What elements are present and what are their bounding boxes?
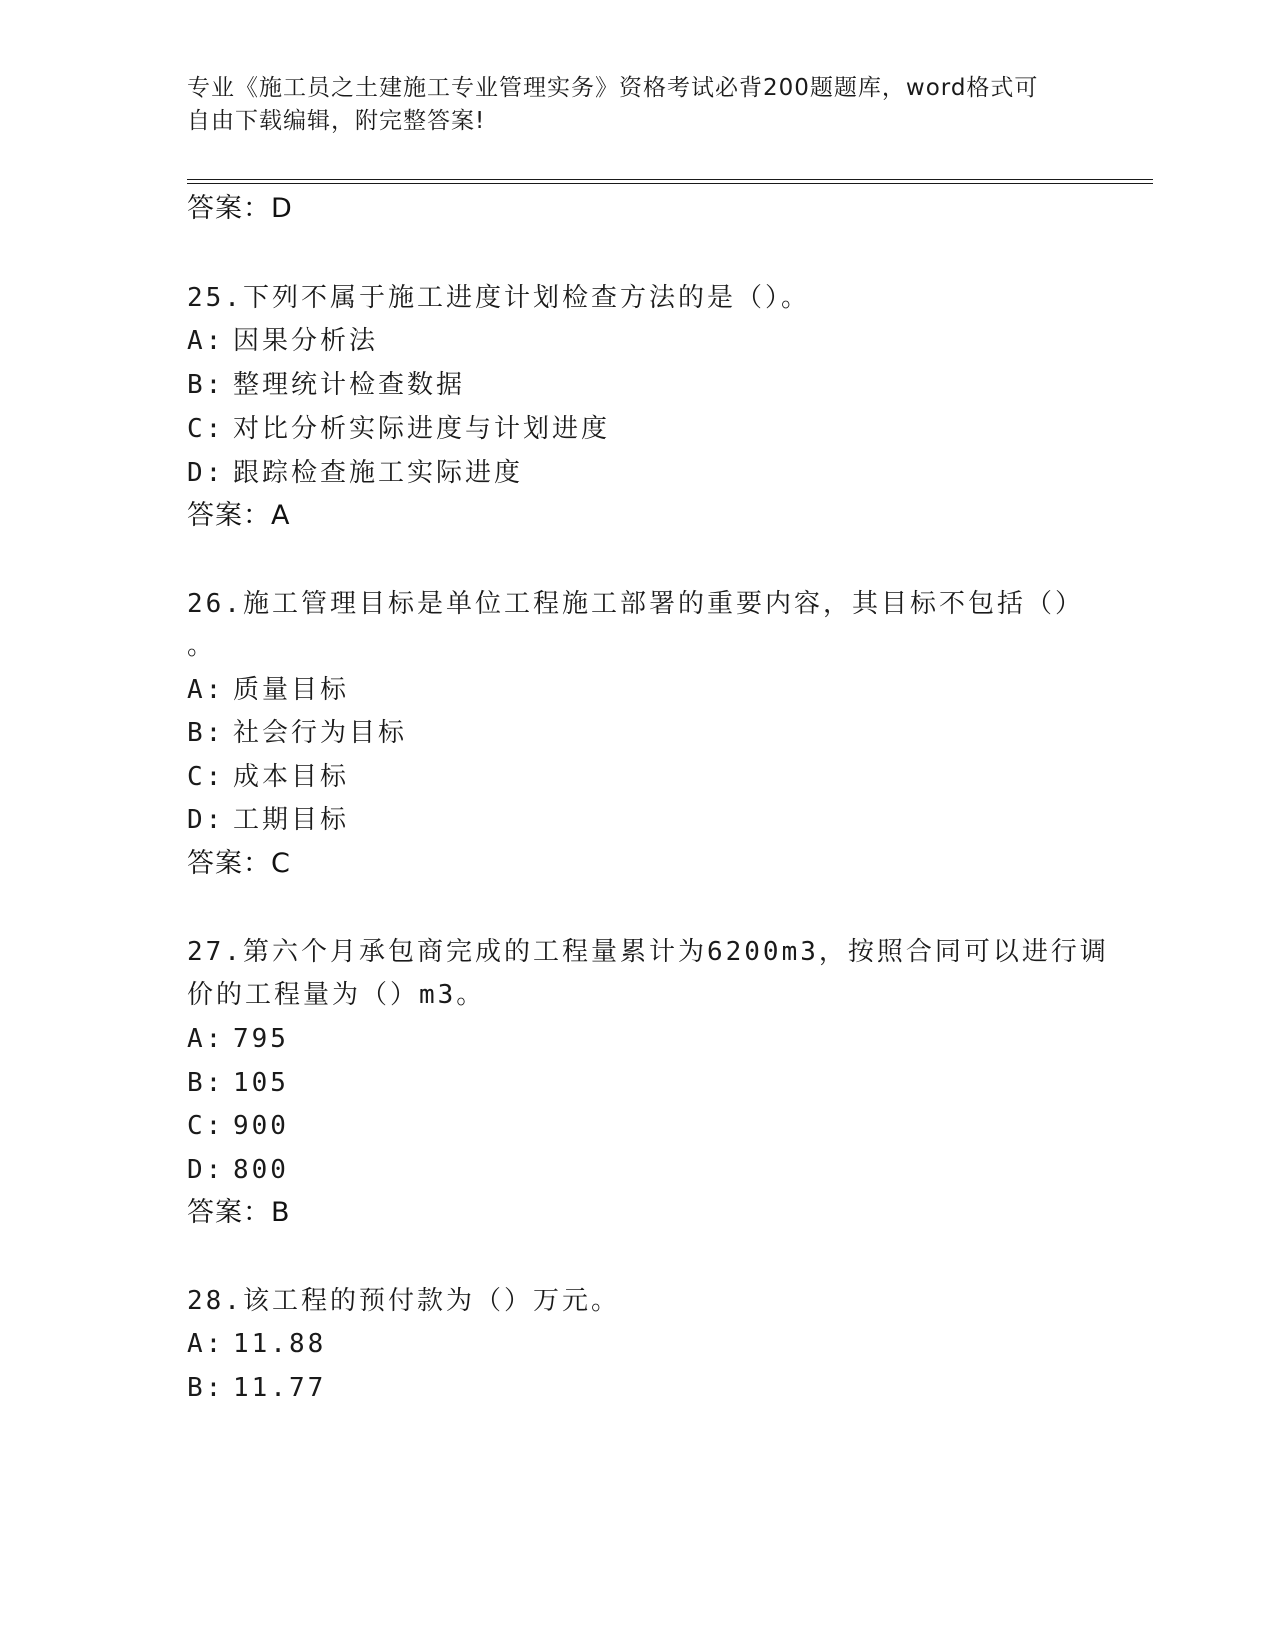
header-rule-bottom (187, 183, 1153, 184)
question-27-option-d: D: 800 (187, 1155, 289, 1185)
question-27-stem-line-1: 27.第六个月承包商完成的工程量累计为6200m3，按照合同可以进行调 (187, 937, 1109, 967)
header-line-2: 自由下载编辑，附完整答案! (187, 108, 486, 134)
question-25-option-b: B: 整理统计检查数据 (187, 370, 466, 400)
header-line-1: 专业《施工员之土建施工专业管理实务》资格考试必背200题题库，word格式可 (187, 75, 1039, 101)
question-25-option-c: C: 对比分析实际进度与计划进度 (187, 414, 611, 444)
question-27-option-a: A: 795 (187, 1024, 289, 1054)
question-28-stem: 28.该工程的预付款为（）万元。 (187, 1286, 620, 1316)
question-28-option-a: A: 11.88 (187, 1329, 327, 1359)
question-25-answer: 答案：A (187, 500, 291, 531)
question-26-option-b: B: 社会行为目标 (187, 718, 408, 748)
question-28-option-b: B: 11.77 (187, 1373, 327, 1403)
question-27-answer: 答案：B (187, 1197, 291, 1228)
header-rule-top (187, 179, 1153, 180)
question-25-option-d: D: 跟踪检查施工实际进度 (187, 458, 524, 488)
question-26-option-d: D: 工期目标 (187, 805, 350, 835)
question-25-stem: 25.下列不属于施工进度计划检查方法的是（）。 (187, 283, 810, 313)
question-27-option-b: B: 105 (187, 1068, 289, 1098)
question-26-answer: 答案：C (187, 848, 291, 879)
question-27-option-c: C: 900 (187, 1111, 289, 1141)
previous-answer: 答案：D (187, 193, 293, 224)
question-27-stem-line-2: 价的工程量为（）m3。 (187, 980, 486, 1010)
question-26-option-a: A: 质量目标 (187, 675, 350, 705)
question-26-stem-line-2: 。 (187, 631, 217, 661)
question-26-stem-line-1: 26.施工管理目标是单位工程施工部署的重要内容，其目标不包括（） (187, 589, 1084, 619)
document-header (187, 72, 1067, 138)
question-25-option-a: A: 因果分析法 (187, 326, 379, 356)
question-26-option-c: C: 成本目标 (187, 762, 350, 792)
